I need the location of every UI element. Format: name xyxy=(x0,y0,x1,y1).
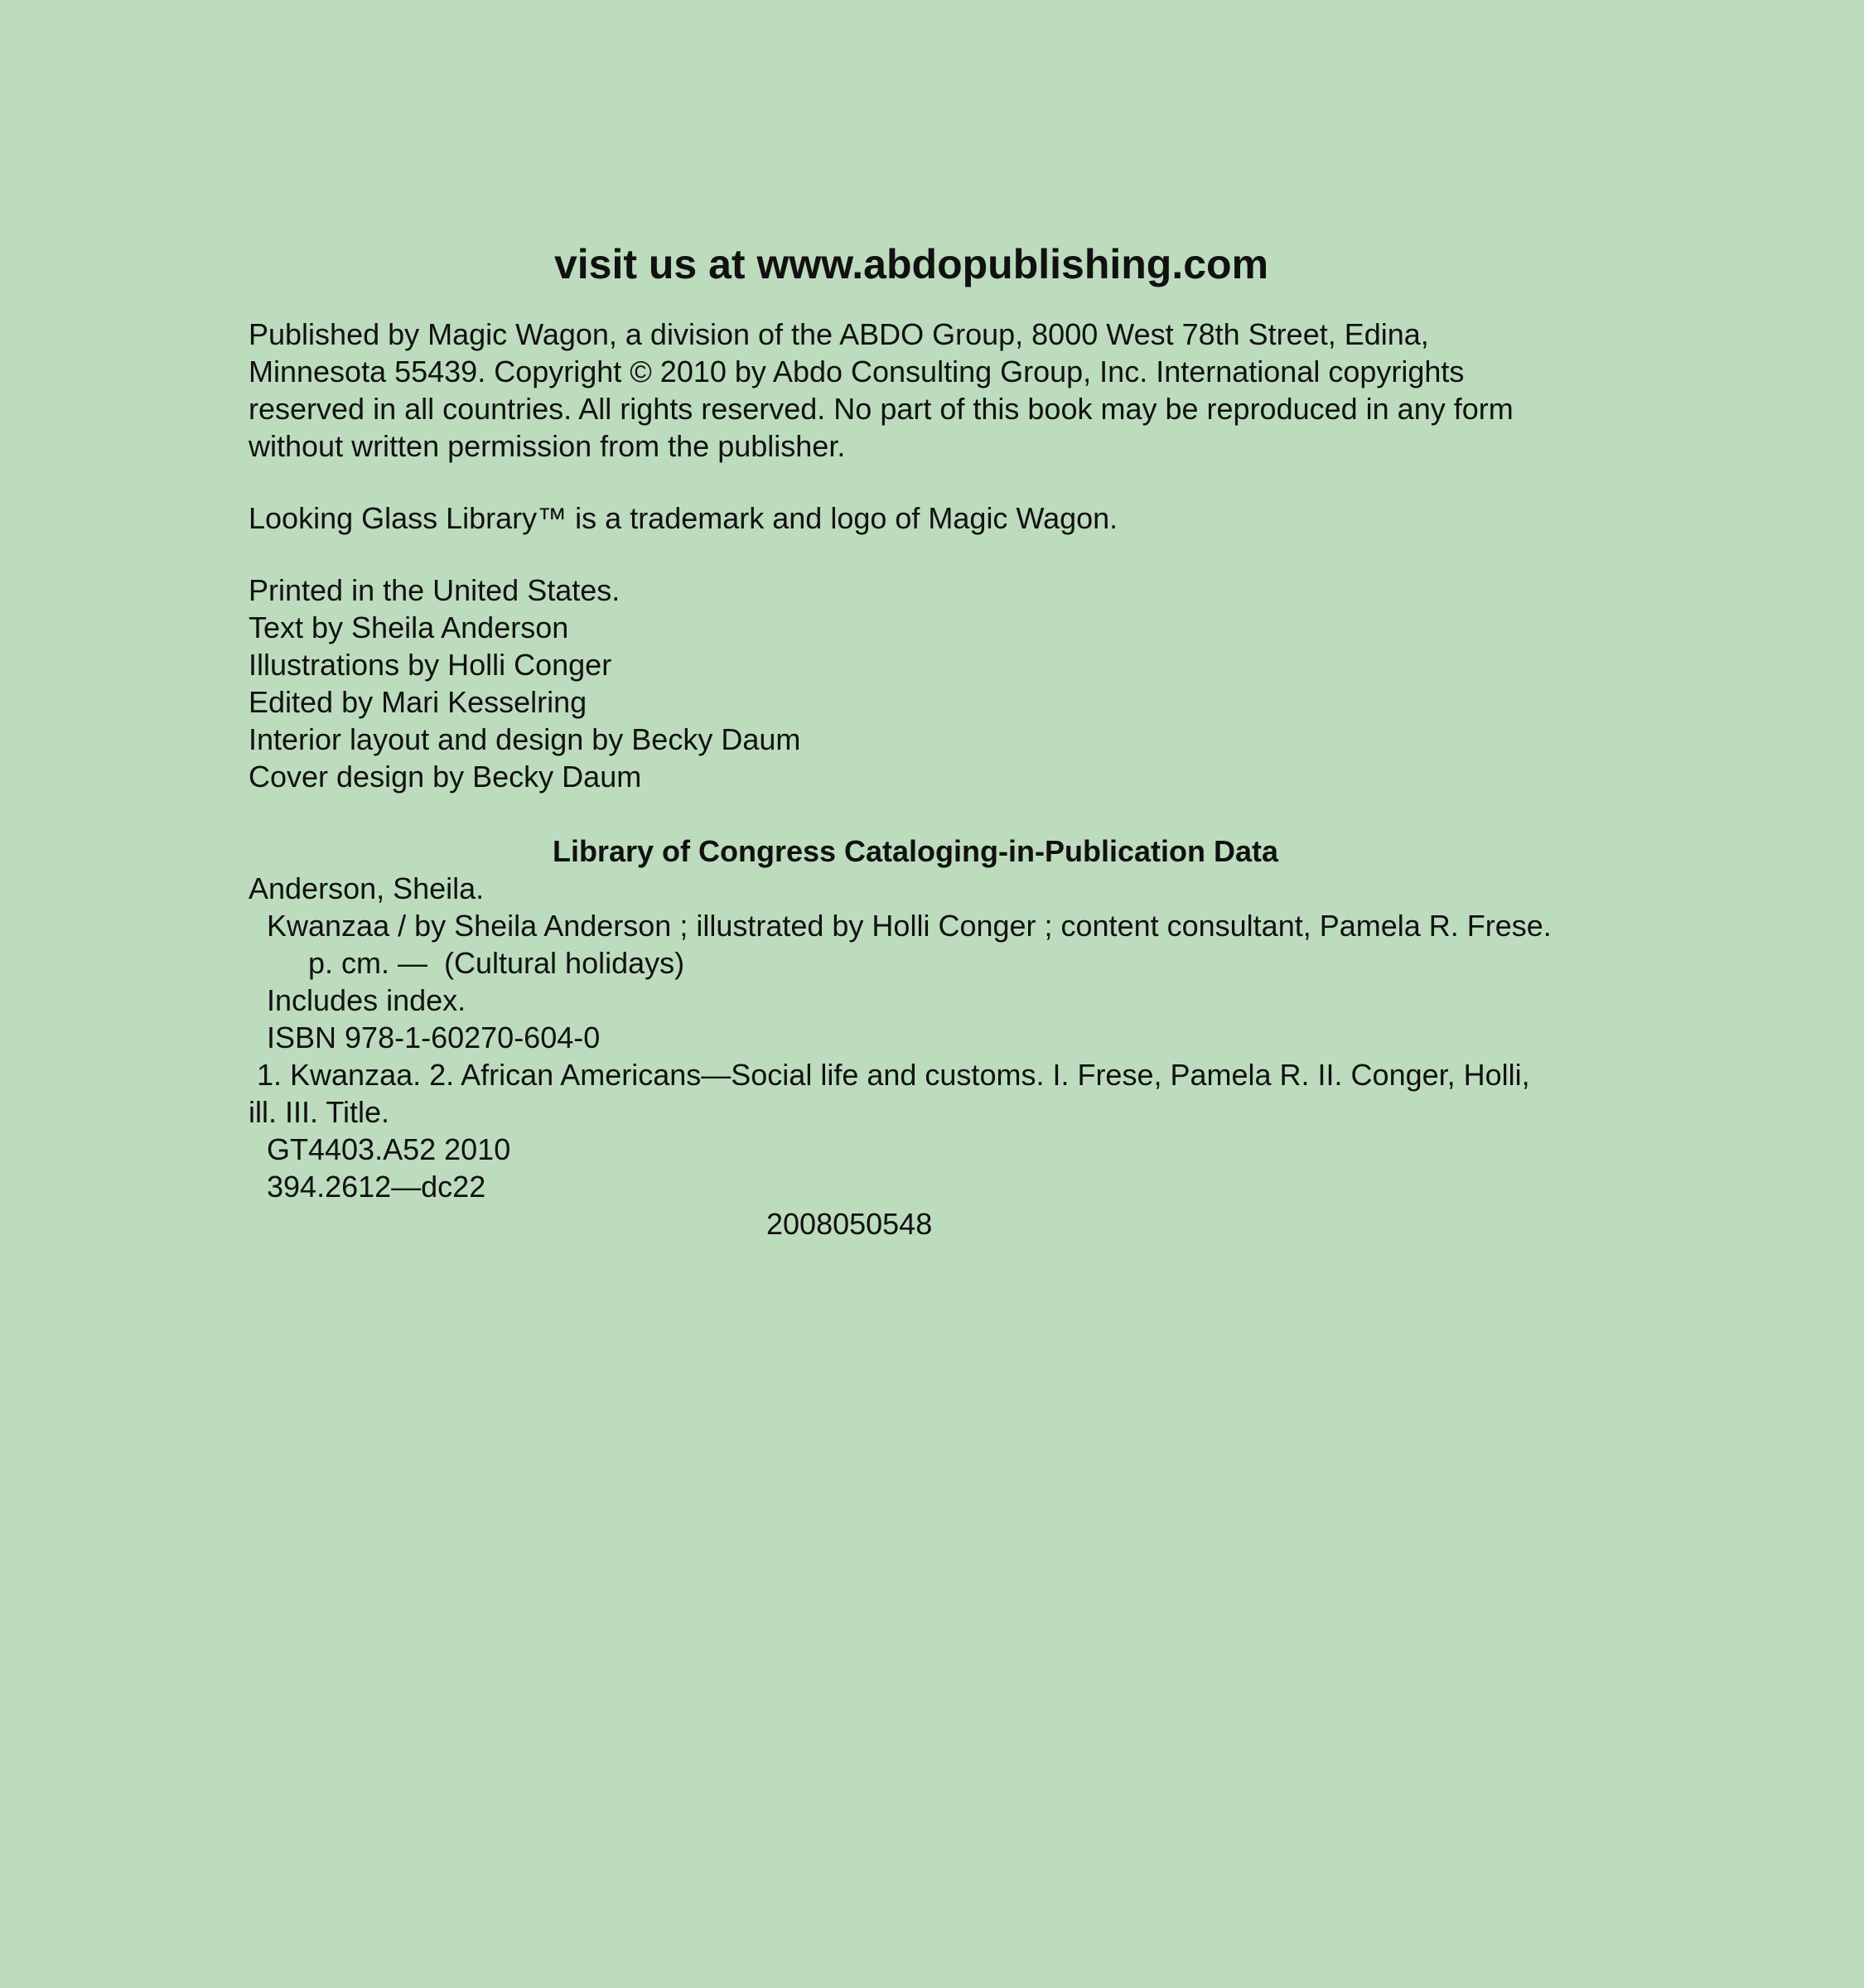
cip-title-statement-text: Kwanzaa / by Sheila Anderson ; illustrated by Holli Conger ; content consultant, Pamela R. Frese. xyxy=(267,909,1552,943)
cip-note: Includes index. xyxy=(267,983,466,1017)
cip-lccn: 2008050548 xyxy=(766,1207,933,1241)
credit-text: Text by Sheila Anderson xyxy=(249,610,569,644)
cip-heading: Library of Congress Cataloging-in-Publication Data xyxy=(552,834,1279,868)
page-body xyxy=(249,316,1557,1242)
cip-title-statement xyxy=(249,907,1557,944)
credit-cover-design: Cover design by Becky Daum xyxy=(249,760,642,794)
cip-physical: p. cm. — (Cultural holidays) xyxy=(308,946,685,980)
cip-author: Anderson, Sheila. xyxy=(249,871,485,905)
printed-notice: Printed in the United States. xyxy=(249,573,621,607)
credit-editor: Edited by Mari Kesselring xyxy=(249,685,587,719)
credit-illustrations: Illustrations by Holli Conger xyxy=(249,648,612,682)
cip-block xyxy=(249,832,1557,1242)
credit-interior-design: Interior layout and design by Becky Daum xyxy=(249,722,801,756)
cip-subjects-text: 1. Kwanzaa. 2. African Americans—Social life and customs. I. Frese, Pamela R. II. Conger, Holli, ill. III. Title. xyxy=(249,1058,1530,1129)
cip-isbn: ISBN 978-1-60270-604-0 xyxy=(267,1021,601,1054)
publisher-notice: Published by Magic Wagon, a division of the ABDO Group, 8000 West 78th Street, Edina, Minnesota 55439. Copyright © 2010 by Abdo Consulting Group, Inc. International copyrights reserved in all countries. All rights reserved. No part of this book may be reproduced in any form without written permission from the publisher. xyxy=(249,317,1514,463)
cip-lc-class: GT4403.A52 2010 xyxy=(267,1132,511,1166)
website-heading: visit us at www.abdopublishing.com xyxy=(553,241,1269,287)
copyright-page xyxy=(249,236,1557,1242)
cip-dewey: 394.2612—dc22 xyxy=(267,1170,486,1204)
trademark-notice: Looking Glass Library™ is a trademark and logo of Magic Wagon. xyxy=(249,501,1118,535)
credits-list xyxy=(249,609,1557,795)
cip-subjects xyxy=(249,1056,1557,1131)
